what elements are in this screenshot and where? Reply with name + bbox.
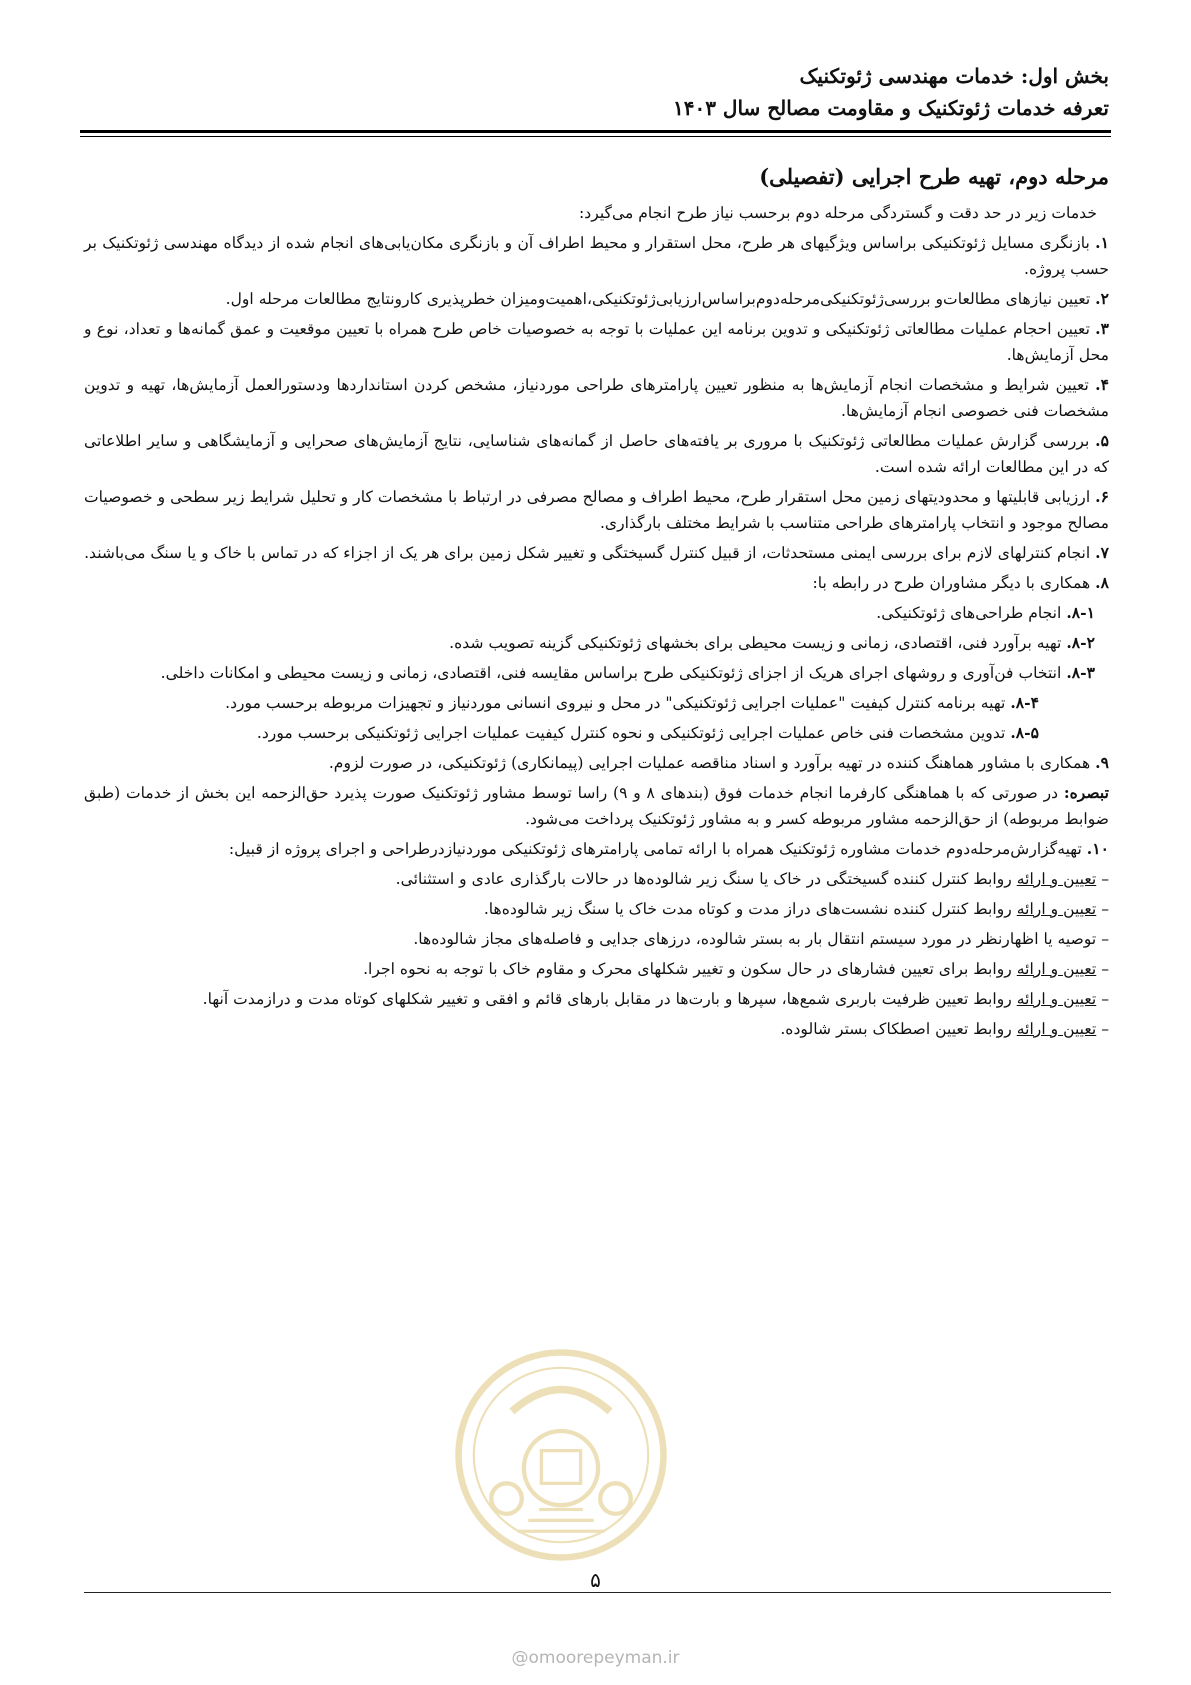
list-item-8 <box>84 570 1109 596</box>
note-paragraph <box>84 780 1109 832</box>
list-item-5 <box>84 428 1109 480</box>
item-text: تعیین احجام عملیات مطالعاتی ژئوتکنیکی و تدوین برنامه این عملیات با توجه به خصوصیات خاص طرح همراه با تعیین موقعیت و عمق گمانه‌ها و تعداد، نوع و محل آزمایش‌ها. <box>84 320 1109 364</box>
sub-item <box>84 600 1109 626</box>
sub-item-text: انتخاب فن‌آوری و روشهای اجرای هریک از اجزای ژئوتکنیکی طرح براساس مقایسه فنی، اقتصادی، زمانی و زیست محیطی و امکانات داخلی. <box>160 664 1062 682</box>
items-list <box>84 230 1109 596</box>
sub-item-text: تهیه برنامه کنترل کیفیت "عملیات اجرایی ژئوتکنیکی" در محل و نیروی انسانی موردنیاز و تجهیزات مربوطه برحسب مورد. <box>225 694 1006 712</box>
item-number: ۵. <box>1095 431 1109 450</box>
dash-item: – تعیین و ارائه روابط کنترل کننده نشست‌های دراز مدت و کوتاه مدت خاک یا سنگ زیر شالوده‌ها. <box>483 900 1109 918</box>
underlined-phrase: تعیین و ارائه <box>1016 960 1097 978</box>
item-text: تهیه‌گزارش‌مرحله‌دوم خدمات مشاوره ژئوتکنیک همراه با ارائه تمامی پارامترهای ژئوتکنیکی موردنیازدرطراحی و اجرای پروژه از قبیل: <box>228 840 1082 858</box>
item-text: همکاری با دیگر مشاوران طرح در رابطه با: <box>812 574 1091 592</box>
item-number: ۸. <box>1095 573 1109 592</box>
dash-item: – تعیین و ارائه روابط تعیین ظرفیت باربری شمع‌ها، سپرها و بارت‌ها در مقابل بارهای قائم و افقی و تغییر شکلهای کوتاه مدت و درازمدت آنها. <box>202 990 1109 1008</box>
item-number: ۲. <box>1095 289 1109 308</box>
page-header <box>79 60 1109 124</box>
header-tariff-title: تعرفه خدمات ژئوتکنیک و مقاومت مصالح سال ۱۴۰۳ <box>672 96 1109 120</box>
dash-item-text: روابط کنترل کننده نشست‌های دراز مدت و کوتاه مدت خاک یا سنگ زیر شالوده‌ها. <box>483 900 1017 918</box>
section-intro: خدمات زیر در حد دقت و گستردگی مرحله دوم برحسب نیاز طرح انجام می‌گیرد: <box>579 204 1097 222</box>
note-label: تبصره: <box>1063 783 1109 802</box>
item-text: تعیین شرایط و مشخصات انجام آزمایش‌ها به منظور تعیین پارامترهای طراحی موردنیاز، مشخص کردن استانداردها ودستورالعمل آزمایش‌ها، تهیه و تدوین مشخصات فنی خصوصی انجام آزمایش‌ها. <box>84 376 1109 420</box>
page-number: ۵ <box>590 1568 601 1592</box>
item-text: بررسی گزارش عملیات مطالعاتی ژئوتکنیک با مروری بر یافته‌های حاصل از گمانه‌های شناسایی، نتایج آزمایش‌های صحرایی و آزمایشگاهی و سایر اطلاعاتی که در این مطالعات ارائه شده است. <box>84 432 1109 476</box>
subitems-list <box>84 600 1109 746</box>
document-body <box>84 160 1109 1046</box>
watermark-text: @omoorepeyman.ir <box>511 1648 680 1668</box>
underlined-phrase: تعیین و ارائه <box>1016 990 1097 1008</box>
sub-item-number: ۸-۲. <box>1066 633 1095 652</box>
sub-item <box>84 630 1109 656</box>
item-number: ۱۰. <box>1086 839 1109 858</box>
underlined-phrase: تعیین و ارائه <box>1016 900 1097 918</box>
sub-item-text: انجام طراحی‌های ژئوتکنیکی. <box>876 604 1062 622</box>
note-text: در صورتی که با هماهنگی کارفرما انجام خدمات فوق (بندهای ۸ و ۹) راسا توسط مشاور ژئوتکنیک صورت پذیرد حق‌الزحمه این بخش از خدمات (طبق ضوابط مربوطه) از حق‌الزحمه مشاور مربوطه کسر و به مشاور ژئوتکنیک پرداخت می‌شود. <box>84 784 1109 828</box>
list-item-6 <box>84 484 1109 536</box>
item-number: ۱. <box>1095 233 1109 252</box>
dash-item-text: روابط تعیین ظرفیت باربری شمع‌ها، سپرها و بارت‌ها در مقابل بارهای قائم و افقی و تغییر شکلهای کوتاه مدت و درازمدت آنها. <box>202 990 1017 1008</box>
item-number: ۴. <box>1095 375 1109 394</box>
list-item-4 <box>84 372 1109 424</box>
dash-item-text: روابط کنترل کننده گسیختگی در خاک یا سنگ زیر شالوده‌ها در حالات بارگذاری عادی و استثنائی. <box>395 870 1017 888</box>
item-number: ۷. <box>1095 543 1109 562</box>
list-item-7 <box>84 540 1109 566</box>
item-text: بازنگری مسایل ژئوتکنیکی براساس ویژگیهای هر طرح، محل استقرار و محیط اطراف آن و بازنگری مکان‌یابی‌های انجام شده از دیدگاه مهندسی ژئوتکنیک بر حسب پروژه. <box>84 234 1109 278</box>
item-text: همکاری با مشاور هماهنگ کننده در تهیه برآورد و اسناد مناقصه عملیات اجرایی (پیمانکاری) ژئوتکنیکی، در صورت لزوم. <box>328 754 1091 772</box>
sub-item-number: ۸-۵. <box>1010 723 1039 742</box>
underlined-phrase: تعیین و ارائه <box>1016 1020 1097 1038</box>
list-item-2 <box>84 286 1109 312</box>
sub-item-text: تدوین مشخصات فنی خاص عملیات اجرایی ژئوتکنیکی و نحوه کنترل کیفیت عملیات اجرایی ژئوتکنیکی برحسب مورد. <box>256 724 1006 742</box>
dash-item: – توصیه یا اظهارنظر در مورد سیستم انتقال بار به بستر شالوده، درزهای جدایی و فاصله‌های مجاز شالوده‌ها. <box>413 930 1109 948</box>
footer-rule <box>84 1592 1111 1593</box>
sub-item-number: ۸-۱. <box>1066 603 1095 622</box>
sub-item <box>84 660 1109 686</box>
item-number: ۶. <box>1095 487 1109 506</box>
section-title: مرحله دوم، تهیه طرح اجرایی (تفصیلی) <box>759 164 1109 189</box>
header-part-title: بخش اول: خدمات مهندسی ژئوتکنیک <box>799 64 1109 88</box>
list-item-1 <box>84 230 1109 282</box>
underlined-phrase: تعیین و ارائه <box>1016 870 1097 888</box>
sub-item-text: تهیه برآورد فنی، اقتصادی، زمانی و زیست محیطی برای بخشهای ژئوتکنیکی گزینه تصویب شده. <box>449 634 1062 652</box>
item-text: انجام کنترلهای لازم برای بررسی ایمنی مستحدثات، از قبیل کنترل گسیختگی و تغییر شکل زمین برای هر یک از اجزاء که در تماس با خاک و یا سنگ می‌باشند. <box>84 544 1091 562</box>
sub-item <box>84 690 1109 716</box>
header-rule-thick <box>80 130 1111 133</box>
list-item-10 <box>84 836 1109 862</box>
dash-item: – تعیین و ارائه روابط برای تعیین فشارهای در حال سکون و تغییر شکلهای محرک و مقاوم خاک با توجه به نحوه اجرا. <box>363 960 1109 978</box>
dash-list <box>84 866 1109 1042</box>
dash-item-text: توصیه یا اظهارنظر در مورد سیستم انتقال بار به بستر شالوده، درزهای جدایی و فاصله‌های مجاز شالوده‌ها. <box>413 930 1097 948</box>
list-item-9 <box>84 750 1109 776</box>
dash-item: – تعیین و ارائه روابط تعیین اصطکاک بستر شالوده. <box>780 1020 1109 1038</box>
list-item-3 <box>84 316 1109 368</box>
sub-item <box>84 720 1109 746</box>
item-number: ۹. <box>1095 753 1109 772</box>
dash-item-text: روابط برای تعیین فشارهای در حال سکون و تغییر شکلهای محرک و مقاوم خاک با توجه به نحوه اجرا. <box>363 960 1017 978</box>
header-rule-thin <box>80 136 1111 137</box>
sub-item-number: ۸-۳. <box>1066 663 1095 682</box>
item-text: تعیین نیازهای مطالعات‌و بررسی‌ژئوتکنیکی‌مرحله‌دوم‌براساس‌ارزیابی‌ژئوتکنیکی،اهمیت‌ومیزان خطرپذیری کارونتایج مطالعات مرحله اول. <box>225 290 1091 308</box>
item-text: ارزیابی قابلیتها و محدودیتهای زمین محل استقرار طرح، محیط اطراف و مصالح مصرفی در ارتباط با مشخصات کار و تحلیل شرایط زیر سطحی و خصوصیات مصالح موجود و انتخاب پارامترهای طراحی متناسب با شرایط مختلف بارگذاری. <box>84 488 1109 532</box>
sub-item-number: ۸-۴. <box>1010 693 1039 712</box>
seal-stamp-icon <box>452 1346 670 1564</box>
dash-item: – تعیین و ارائه روابط کنترل کننده گسیختگی در خاک یا سنگ زیر شالوده‌ها در حالات بارگذاری عادی و استثنائی. <box>395 870 1109 888</box>
item-number: ۳. <box>1095 319 1109 338</box>
dash-item-text: روابط تعیین اصطکاک بستر شالوده. <box>780 1020 1017 1038</box>
